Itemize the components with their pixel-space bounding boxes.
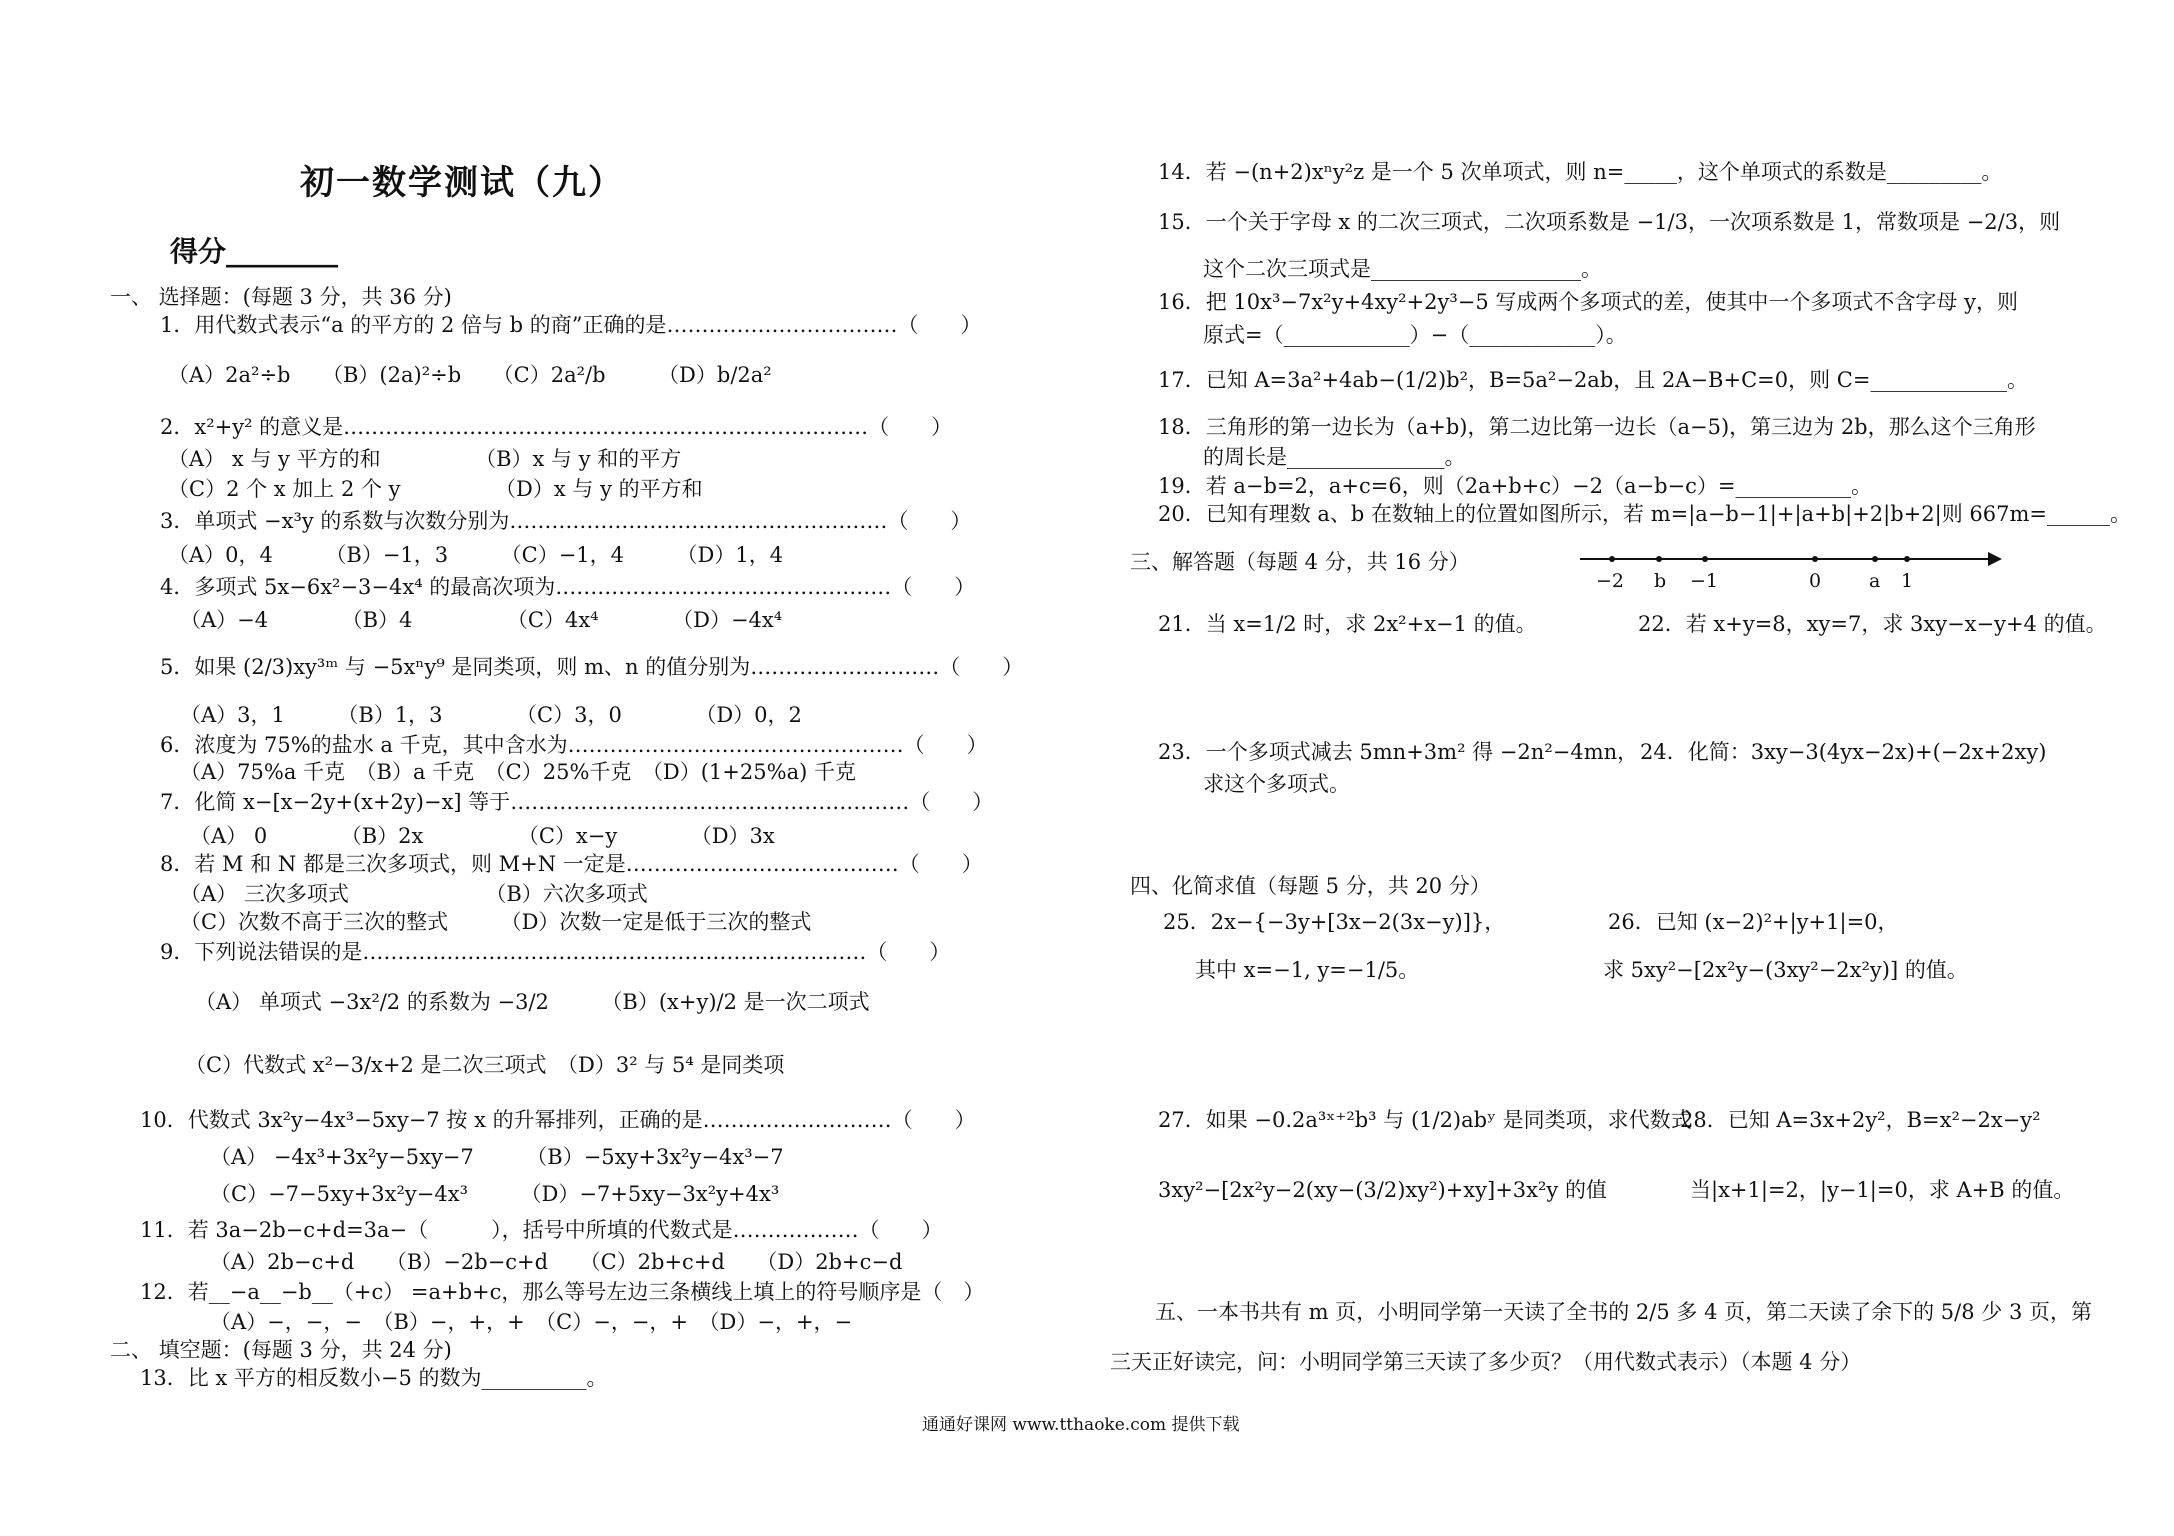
tick-0 [1812, 556, 1818, 562]
question-18-line-1: 18．三角形的第一边长为（a+b)，第二边比第一边长（a−5)，第三边为 2b，那么这个三角形 [1158, 415, 2036, 439]
question-19: 19．若 a−b=2，a+c=6，则（2a+b+c）−2（a−b−c）=___________。 [1158, 474, 1872, 498]
question-10-options-2: （C）−7−5xy+3x²y−4x³ （D）−7+5xy−3x²y+4x³ [210, 1182, 780, 1206]
question-17: 17．已知 A=3a²+4ab−(1/2)b²，B=5a²−2ab，且 2A−B+C=0，则 C=_____________。 [1158, 368, 2028, 392]
section-5-question-line-2: 三天正好读完，问：小明同学第三天读了多少页？（用代数式表示）（本题 4 分） [1110, 1350, 1862, 1374]
page-title: 初一数学测试（九） [300, 163, 624, 203]
question-2: 2．x²+y² 的意义是…………………………………………………………………（ ） [160, 415, 953, 439]
question-5-options: （A）3，1 （B）1，3 （C）3，0 （D）0，2 [180, 703, 802, 727]
question-8-options-1: （A） 三次多项式 （B）六次多项式 [180, 882, 648, 906]
score-label: 得分________ [170, 235, 339, 268]
label-minus-1: −1 [1690, 570, 1719, 592]
question-9: 9．下列说法错误的是………………………………………………………………（ ） [160, 940, 951, 964]
question-23-line-1: 23．一个多项式减去 5mn+3m² 得 −2n²−4mn， [1158, 740, 1639, 764]
question-3-options: （A）0，4 （B）−1，3 （C）−1，4 （D）1，4 [168, 543, 784, 567]
question-24: 24．化简：3xy−3(4yx−2x)+(−2x+2xy) [1640, 740, 2047, 764]
question-26-line-2: 求 5xy²−[2x²y−(3xy²−2x²y)] 的值。 [1603, 958, 1968, 982]
question-12-options: （A）−，−，− （B）−，+，+ （C）−，−，+ （D）−，+，− [210, 1310, 853, 1334]
question-15-line-2: 这个二次三项式是____________________。 [1203, 257, 1602, 281]
question-23-line-2: 求这个多项式。 [1203, 772, 1350, 796]
question-21: 21．当 x=1/2 时，求 2x²+x−1 的值。 [1158, 612, 1537, 636]
section-3-heading: 三、解答题（每题 4 分，共 16 分） [1130, 550, 1470, 574]
number-line-axis [1580, 558, 1990, 560]
question-10: 10．代数式 3x²y−4x³−5xy−7 按 x 的升幂排列，正确的是………………………（ ） [140, 1108, 976, 1132]
question-10-options-1: （A） −4x³+3x²y−5xy−7 （B）−5xy+3x²y−4x³−7 [210, 1145, 784, 1169]
question-2-options-2: （C）2 个 x 加上 2 个 y （D）x 与 y 的平方和 [168, 477, 703, 501]
question-11: 11．若 3a−2b−c+d=3a−（ ），括号中所填的代数式是………………（ ） [140, 1218, 943, 1242]
question-8: 8．若 M 和 N 都是三次多项式，则 M+N 一定是…………………………………（ ） [160, 852, 983, 876]
footer-credit: 通通好课网 www.tthaoke.com 提供下载 [922, 1415, 1240, 1435]
question-16-line-2: 原式=（____________）−（____________）。 [1203, 323, 1627, 347]
question-26-line-1: 26．已知 (x−2)²+|y+1|=0， [1608, 910, 1899, 934]
question-6-options: （A）75%a 千克 （B）a 千克 （C）25%千克 （D）(1+25%a) 千克 [180, 760, 856, 784]
question-27-line-1: 27．如果 −0.2a³ˣ⁺²b³ 与 (1/2)abʸ 是同类项，求代数式 [1158, 1108, 1692, 1132]
tick-minus-1 [1702, 556, 1708, 562]
tick-a [1872, 556, 1878, 562]
question-4-options: （A）−4 （B）4 （C）4x⁴ （D）−4x⁴ [180, 608, 783, 632]
question-18-line-2: 的周长是_______________。 [1203, 445, 1466, 469]
label-0: 0 [1809, 570, 1822, 592]
question-2-options-1: （A） x 与 y 平方的和 （B）x 与 y 和的平方 [168, 447, 682, 471]
question-9-options-1: （A） 单项式 −3x²/2 的系数为 −3/2 （B）(x+y)/2 是一次二项式 [195, 990, 870, 1014]
question-16-line-1: 16．把 10x³−7x²y+4xy²+2y³−5 写成两个多项式的差，使其中一个多项式不含字母 y，则 [1158, 290, 2018, 314]
question-1: 1．用代数式表示“a 的平方的 2 倍与 b 的商”正确的是……………………………（ ） [160, 313, 982, 337]
question-8-options-2: （C）次数不高于三次的整式 （D）次数一定是低于三次的整式 [180, 910, 812, 934]
question-28-line-2: 当|x+1|=2，|y−1|=0，求 A+B 的值。 [1690, 1178, 2075, 1202]
question-28-line-1: 28．已知 A=3x+2y²，B=x²−2x−y² [1680, 1108, 2041, 1132]
tick-b [1656, 556, 1662, 562]
question-27-line-2: 3xy²−[2x²y−2(xy−(3/2)xy²)+xy]+3x²y 的值 [1158, 1178, 1607, 1202]
section-5-question-line-1: 五、一本书共有 m 页，小明同学第一天读了全书的 2/5 多 4 页，第二天读了余下的 5/8 少 3 页，第 [1155, 1300, 2092, 1324]
question-25-line-2: 其中 x=−1, y=−1/5。 [1195, 958, 1420, 982]
label-minus-2: −2 [1596, 570, 1625, 592]
label-a: a [1869, 570, 1881, 592]
section-4-heading: 四、化简求值（每题 5 分，共 20 分） [1130, 874, 1491, 898]
question-1-options: （A）2a²÷b （B）(2a)²÷b （C）2a²/b （D）b/2a² [168, 363, 772, 387]
question-22: 22．若 x+y=8，xy=7，求 3xy−x−y+4 的值。 [1638, 612, 2107, 636]
question-25-line-1: 25．2x−{−3y+[3x−2(3x−y)]}， [1163, 910, 1506, 934]
tick-1 [1904, 556, 1910, 562]
question-11-options: （A）2b−c+d （B）−2b−c+d （C）2b+c+d （D）2b+c−d [210, 1250, 903, 1274]
question-13: 13．比 x 平方的相反数小−5 的数为__________。 [140, 1366, 608, 1390]
question-3: 3．单项式 −x³y 的系数与次数分别为………………………………………………（ ） [160, 509, 972, 533]
number-line-arrow [1988, 552, 2002, 566]
question-20: 20．已知有理数 a、b 在数轴上的位置如图所示，若 m=|a−b−1|+|a+b|+2|b+2|则 667m=______。 [1158, 502, 2131, 526]
question-12: 12．若__−a__−b__（+c） =a+b+c，那么等号左边三条横线上填上的符号顺序是（ ） [140, 1280, 985, 1304]
question-15-line-1: 15．一个关于字母 x 的二次三项式，二次项系数是 −1/3，一次项系数是 1，常数项是 −2/3，则 [1158, 210, 2061, 234]
question-7: 7．化简 x−[x−2y+(x+2y)−x] 等于…………………………………………………（ ） [160, 790, 994, 814]
question-14: 14．若 −(n+2)xⁿy²z 是一个 5 次单项式，则 n=_____，这个单项式的系数是_________。 [1158, 160, 2003, 184]
label-1: 1 [1901, 570, 1914, 592]
tick-minus-2 [1609, 556, 1615, 562]
question-5: 5．如果 (2/3)xy³ᵐ 与 −5xⁿy⁹ 是同类项，则 m、n 的值分别为………………………（ ） [160, 655, 1024, 679]
question-4: 4．多项式 5x−6x²−3−4x⁴ 的最高次项为…………………………………………（ ） [160, 575, 976, 599]
question-7-options: （A） 0 （B）2x （C）x−y （D）3x [190, 824, 775, 848]
question-6: 6．浓度为 75%的盐水 a 千克，其中含水为…………………………………………（ ） [160, 733, 988, 757]
section-2-heading: 二、 填空题：(每题 3 分，共 24 分) [110, 1338, 452, 1362]
section-1-heading: 一、 选择题：(每题 3 分，共 36 分) [110, 285, 452, 309]
label-b: b [1654, 570, 1667, 592]
question-9-options-2: （C）代数式 x²−3/x+2 是二次三项式 （D）3² 与 5⁴ 是同类项 [185, 1053, 785, 1077]
